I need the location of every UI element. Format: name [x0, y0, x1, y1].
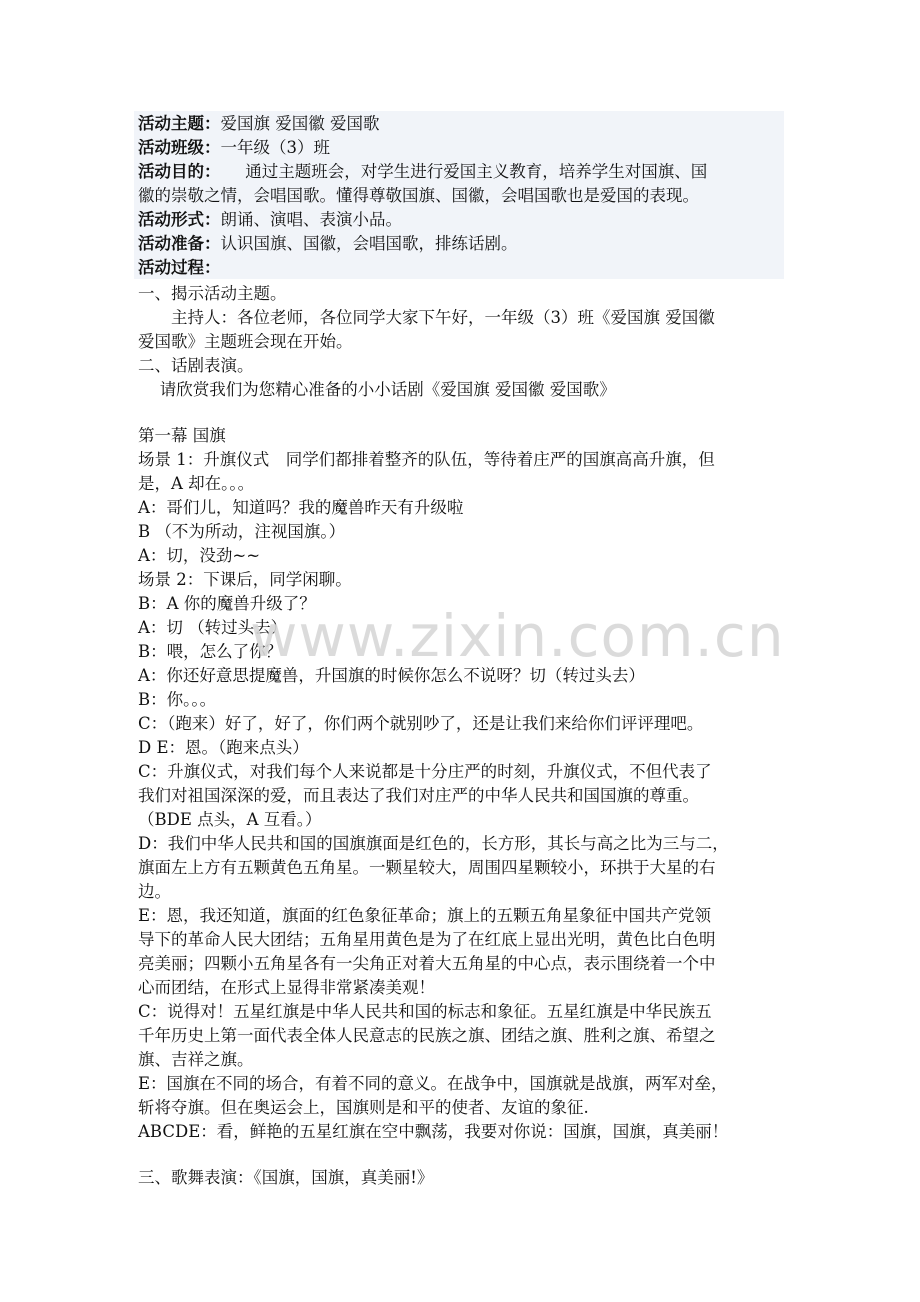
- form-line: [138, 208, 798, 232]
- body-line: 请欣赏我们为您精心准备的小小话剧《爱国旗 爱国徽 爱国歌》: [138, 380, 616, 399]
- body-line: 导下的革命人民大团结；五角星用黄色是为了在红底上显出光明，黄色比白色明: [138, 930, 716, 949]
- body-line: 千年历史上第一面代表全体人民意志的民族之旗、团结之旗、胜利之旗、希望之: [138, 1026, 716, 1045]
- body-line: A：切 （转过头去）: [138, 618, 288, 637]
- body-line: [138, 1144, 798, 1168]
- body-line: C：升旗仪式，对我们每个人来说都是十分庄严的时刻，升旗仪式，不但代表了: [138, 762, 712, 781]
- body-line: 场景 1：升旗仪式 同学们都排着整齐的队伍，等待着庄严的国旗高高升旗，但: [138, 450, 715, 469]
- theme-value: 爱国旗 爱国徽 爱国歌: [220, 114, 380, 133]
- prep-value: 认识国旗、国徽，会唱国歌，排练话剧。: [220, 234, 518, 253]
- theme-label: 活动主题：: [138, 114, 221, 133]
- body-line: 我们对祖国深深的爱，而且表达了我们对庄严的中华人民共和国国旗的尊重。: [138, 786, 699, 805]
- body-line: ABCDE：看，鲜艳的五星红旗在空中飘荡，我要对你说：国旗，国旗，真美丽！: [138, 1122, 729, 1141]
- body-line: C：（跑来）好了，好了，你们两个就别吵了，还是让我们来给你们评评理吧。: [138, 714, 704, 733]
- body-line: B：A 你的魔兽升级了？: [138, 594, 316, 613]
- body-line: 斩将夺旗。但在奥运会上，国旗则是和平的使者、友谊的象征.: [138, 1098, 589, 1117]
- body-line: 爱国歌》主题班会现在开始。: [138, 332, 353, 351]
- theme-line: [138, 112, 798, 136]
- purpose-continued: [138, 184, 798, 208]
- class-line: [138, 136, 798, 160]
- body-line: E：恩，我还知道，旗面的红色象征革命；旗上的五颗五角星象征中国共产党领: [138, 906, 712, 925]
- body-line: B （不为所动，注视国旗。）: [138, 522, 346, 541]
- body-line: 主持人：各位老师，各位同学大家下午好，一年级（3）班《爱国旗 爱国徽: [138, 308, 715, 327]
- body-line: （BDE 点头，A 互看。）: [138, 810, 322, 829]
- form-label: 活动形式：: [138, 210, 221, 229]
- purpose-line: [138, 160, 798, 184]
- body-line: 是，A 却在。。。: [138, 474, 255, 493]
- body-line: 旗面左上方有五颗黄色五角星。一颗星较大，周围四星颗较小，环拱于大星的右: [138, 858, 716, 877]
- body-line: 一、揭示活动主题。: [138, 284, 287, 303]
- body-line: 旗、吉祥之旗。: [138, 1050, 254, 1069]
- body-line: [138, 402, 798, 426]
- purpose-value-1: 通过主题班会，对学生进行爱国主义教育，培养学生对国旗、国: [212, 162, 708, 181]
- process-label: 活动过程：: [138, 258, 221, 277]
- body-line: 亮美丽；四颗小五角星各有一尖角正对着大五角星的中心点，表示围绕着一个中: [138, 954, 716, 973]
- body-line: 心而团结，在形式上显得非常紧凑美观！: [138, 978, 435, 997]
- body-line: B：你。。。: [138, 690, 217, 709]
- body-line: A：哥们儿，知道吗？我的魔兽昨天有升级啦: [138, 498, 464, 517]
- process-line: [138, 256, 798, 280]
- body-line: E：国旗在不同的场合，有着不同的意义。在战争中，国旗就是战旗，两军对垒，: [138, 1074, 728, 1093]
- class-label: 活动班级：: [138, 138, 221, 157]
- purpose-label: 活动目的：: [138, 162, 213, 181]
- body-line: D：我们中华人民共和国的国旗旗面是红色的，长方形，其长与高之比为三与二，: [138, 834, 729, 853]
- body-line: 三、歌舞表演：《国旗，国旗，真美丽!》: [138, 1168, 434, 1187]
- body-line: A：你还好意思提魔兽，升国旗的时候你怎么不说呀？切（转过头去）: [138, 666, 645, 685]
- body-line: 场景 2：下课后，同学闲聊。: [138, 570, 352, 589]
- prep-label: 活动准备：: [138, 234, 221, 253]
- class-value: 一年级（3）班: [220, 138, 330, 157]
- purpose-value-2: 徽的崇敬之情，会唱国歌。懂得尊敬国旗、国徽，会唱国歌也是爱国的表现。: [138, 186, 699, 205]
- prep-line: [138, 232, 798, 256]
- body-line: 第一幕 国旗: [138, 426, 226, 445]
- body-line: 边。: [138, 882, 171, 901]
- body-line: C：说得对！五星红旗是中华人民共和国的标志和象征。五星红旗是中华民族五: [138, 1002, 712, 1021]
- watermark: www.zixin.com.cn: [250, 602, 785, 670]
- body-line: B：喂，怎么了你？: [138, 642, 283, 661]
- form-value: 朗诵、演唱、表演小品。: [220, 210, 402, 229]
- body-line: 二、话剧表演。: [138, 356, 254, 375]
- body-line: A：切，没劲~~: [138, 546, 261, 565]
- body-line: D E：恩。（跑来点头）: [138, 738, 309, 757]
